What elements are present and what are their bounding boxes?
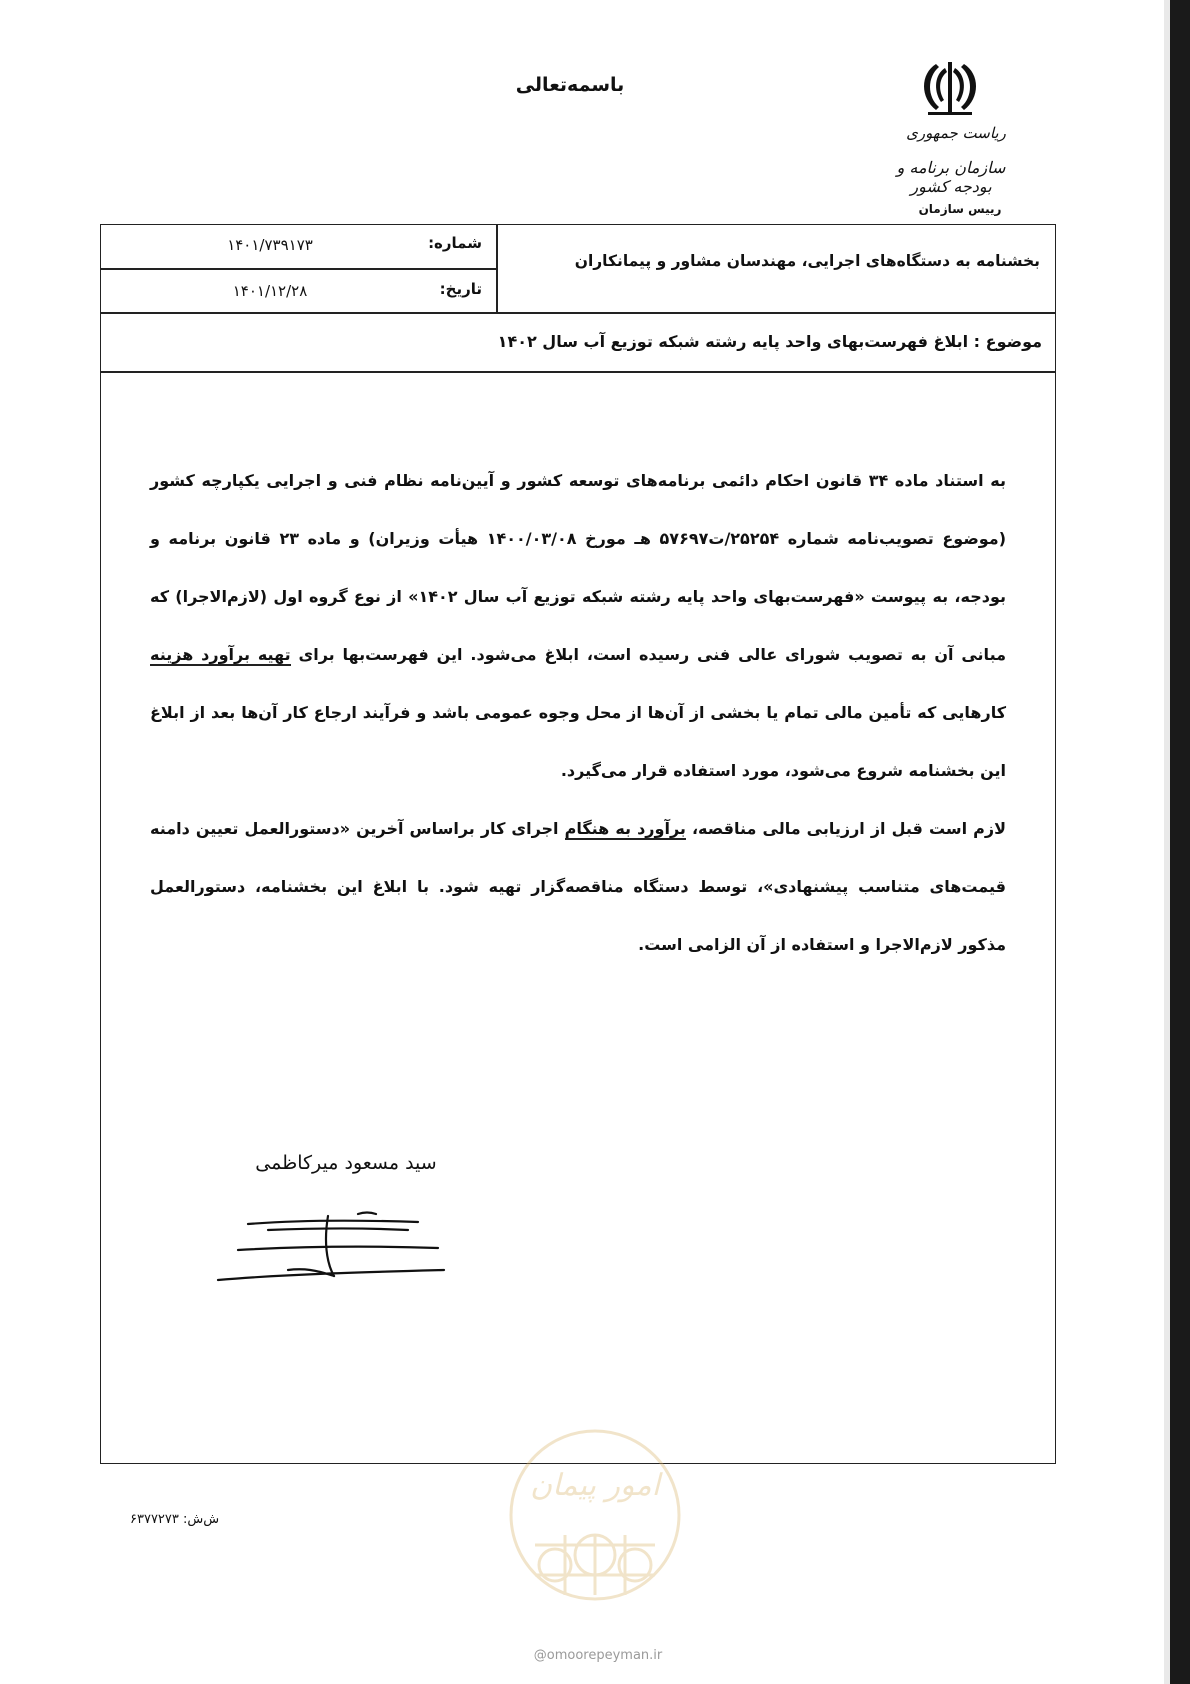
paragraph-1-text-b: کارهایی که تأمین مالی تمام یا بخشی از آن‌ها از محل وجوه عمومی باشد و فرآیند ارجاع کار آن‌ها بعد از ابلاغ این بخشنامه شروع می‌شود، مورد استفاده قرار می‌گیرد. [150,703,1006,780]
svg-text:امور پیمان: امور پیمان [530,1468,660,1503]
paragraph-2 [150,800,1006,974]
grid-line [496,224,498,312]
underlined-phrase: تهیه برآورد هزینه [150,645,291,664]
subject-line: موضوع : ابلاغ فهرست‌بهای واحد پایه رشته شبکه توزیع آب سال ۱۴۰۲ [497,332,1042,351]
watermark-logo-icon [505,1425,685,1605]
watermark-site: @omoorepeyman.ir [533,1648,663,1663]
paragraph-2-text-b: اجرای کار براساس آخرین «دستورالعمل تعیین دامنه قیمت‌های متناسب پیشنهادی»، توسط دستگاه مناقصه‌گزار تهیه شود. با ابلاغ این بخشنامه، دستورالعمل مذکور لازم‌الاجرا و استفاده از آن الزامی است. [150,819,1006,954]
grid-line [100,268,496,270]
recipients-line: بخشنامه به دستگاه‌های اجرایی، مهندسان مشاور و پیمانکاران [574,252,1040,270]
signer-name: سید مسعود میرکاظمی [255,1152,437,1174]
letter-body [150,452,1006,974]
date-value: ۱۴۰۱/۱۲/۲۸ [232,282,308,300]
org-head-title: رییس سازمان [918,202,1002,216]
paragraph-1-text-a: به استناد ماده ۳۴ قانون احکام دائمی برنامه‌های توسعه کشور و آیین‌نامه نظام فنی و اجرایی یکپارچه کشور (موضوع تصویب‌نامه شماره ۲۵۲۵۴/ت۵۷۶۹۷ هـ مورخ ۱۴۰۰/۰۳/۰۸ هیأت وزیران) و ماده ۲۳ قانون برنامه و بودجه، به پیوست «فهرست‌بهای واحد پایه رشته شبکه توزیع آب سال ۱۴۰۲» از نوع گروه اول (لازم‌الاجرا) که مبانی آن به تصویب شورای عالی فنی رسیده است، ابلاغ می‌شود. این فهرست‌بها برای [150,471,1007,664]
scan-edge [1170,0,1190,1684]
national-emblem-icon [918,58,982,120]
grid-line [100,312,1056,314]
footer-code: ش‌ش: ۶۳۷۷۲۷۳ [130,1512,220,1527]
paragraph-1 [150,452,1006,800]
date-label: تاریخ: [439,280,482,298]
org-name-presidency: ریاست جمهوری [906,124,1006,142]
invocation: باسمه‌تعالی [515,74,625,96]
grid-line [100,371,1056,373]
number-label: شماره: [428,234,482,252]
number-value: ۱۴۰۱/۷۳۹۱۷۳ [227,236,313,254]
underlined-phrase: برآورد به هنگام [564,819,686,838]
org-name-pbo: سازمان برنامه و بودجه کشور [896,158,1006,196]
signature-icon [208,1210,448,1290]
paragraph-2-text-a: لازم است قبل از ارزیابی مالی مناقصه، [685,819,1007,838]
